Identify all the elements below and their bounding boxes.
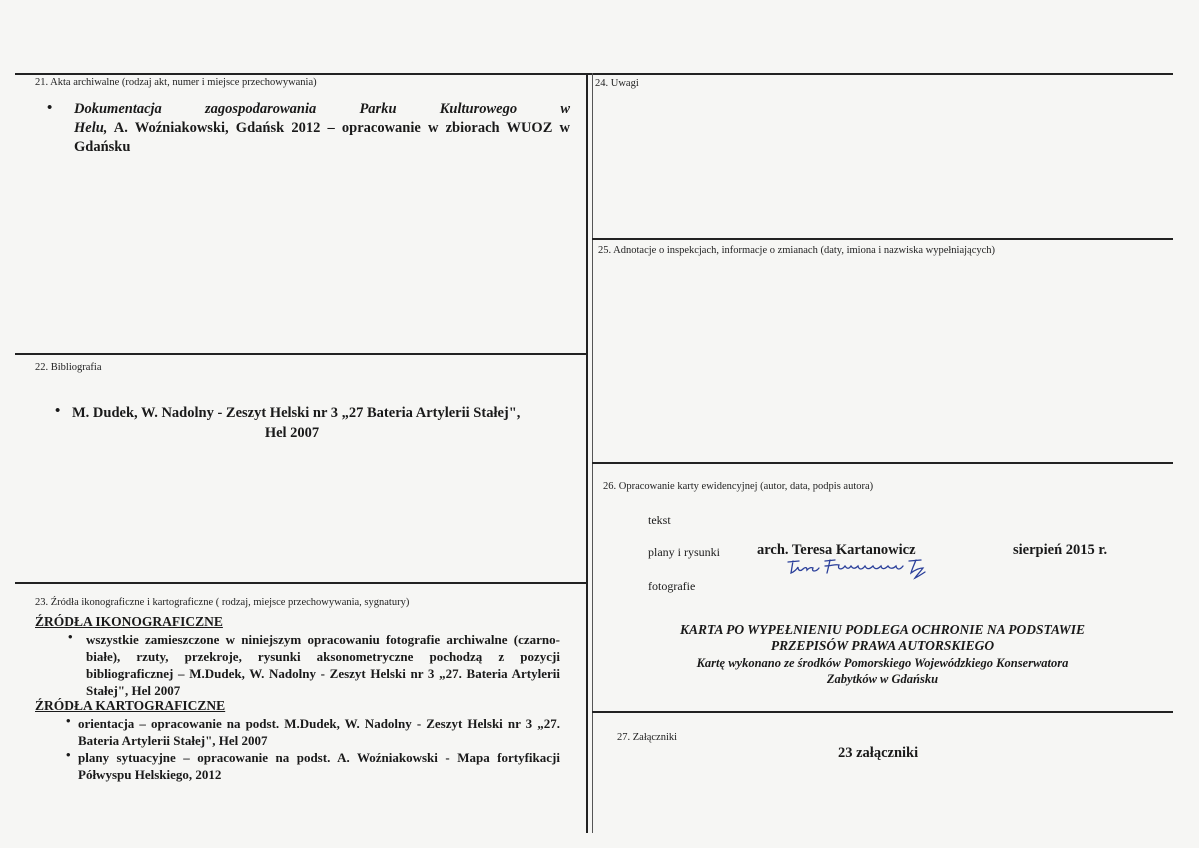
section-23-heading-icon: ŹRÓDŁA IKONOGRAFICZNE xyxy=(35,614,223,629)
section-27-label: 27. Załączniki xyxy=(617,732,678,743)
section-24-label: 24. Uwagi xyxy=(595,78,639,89)
center-divider xyxy=(586,73,588,833)
bullet-23-icon: • xyxy=(68,629,73,644)
section-27-value: 23 załączniki xyxy=(838,745,919,761)
right-column-left-edge xyxy=(592,73,593,833)
section-26-author: arch. Teresa Kartanowicz xyxy=(757,542,916,558)
section-26-row-foto: fotografie xyxy=(648,579,696,593)
section-21-item xyxy=(74,100,570,157)
section-23-carto-item-1: orientacja – opracowanie na podst. M.Dudek, W. Nadolny - Zeszyt Helski nr 3 „27. Bateria Artylerii Stałej", Hel 2007 xyxy=(78,716,560,748)
section-22-item-line2: Hel 2007 xyxy=(264,425,320,441)
section-26-row-tekst: tekst xyxy=(648,513,671,527)
rule-21-22 xyxy=(15,353,586,355)
author-signature xyxy=(785,556,945,580)
bullet-23-carto-1: • xyxy=(66,713,71,728)
section-22-item-line1: M. Dudek, W. Nadolny - Zeszyt Helski nr 3 „27 Bateria Artylerii Stałej", xyxy=(72,405,521,421)
bullet-22: • xyxy=(55,403,61,419)
section-21-item-rest: A. Woźniakowski, Gdańsk 2012 – opracowanie w zbiorach WUOZ w Gdańsku xyxy=(74,120,571,155)
section-26-notice-line2: PRZEPISÓW PRAWA AUTORSKIEGO xyxy=(770,638,995,653)
bullet-21: • xyxy=(47,100,53,116)
rule-22-23 xyxy=(15,582,586,584)
section-26-label: 26. Opracowanie karty ewidencyjnej (autor, data, podpis autora) xyxy=(603,481,874,492)
rule-25-26 xyxy=(592,462,1173,464)
section-26-notice-line3: Kartę wykonano ze środków Pomorskiego Wojewódzkiego Konserwatora xyxy=(696,656,1069,670)
section-26-notice-line1: KARTA PO WYPEŁNIENIU PODLEGA OCHRONIE NA PODSTAWIE xyxy=(679,622,1086,637)
bullet-23-carto-2: • xyxy=(66,747,71,762)
section-21-label: 21. Akta archiwalne (rodzaj akt, numer i miejsce przechowywania) xyxy=(35,77,317,88)
section-25-label: 25. Adnotacje o inspekcjach, informacje o zmianach (daty, imiona i nazwiska wypełniających) xyxy=(598,245,996,256)
section-23-label: 23. Źródła ikonograficzne i kartograficzne ( rodzaj, miejsce przechowywania, sygnatury) xyxy=(35,597,410,608)
rule-26-27 xyxy=(592,711,1173,713)
section-23-carto-item-2: plany sytuacyjne – opracowanie na podst. A. Woźniakowski - Mapa fortyfikacji Półwyspu Helskiego, 2012 xyxy=(78,750,560,782)
section-26-row-plany: plany i rysunki xyxy=(648,545,720,559)
section-22-label: 22. Bibliografia xyxy=(35,362,102,373)
section-21-item-title: Dokumentacja zagospodarowania Parku Kulturowego w Helu, xyxy=(74,101,570,136)
section-23-icon-item: wszystkie zamieszczone w niniejszym opracowaniu fotografie archiwalne (czarno-białe), rzuty, przekroje, rysunki aksonometryczne pochodzą z pozycji bibliograficznej – M.Dudek, W. Nadolny - Zeszyt Helski nr 3 „27. Bateria Artylerii Stałej", Hel 2007 xyxy=(86,632,560,698)
rule-24-25 xyxy=(592,238,1173,240)
top-rule xyxy=(15,73,1173,75)
section-26-date: sierpień 2015 r. xyxy=(1013,542,1108,558)
section-23-heading-carto: ŹRÓDŁA KARTOGRAFICZNE xyxy=(35,698,226,713)
section-26-notice-line4: Zabytków w Gdańsku xyxy=(826,672,939,686)
